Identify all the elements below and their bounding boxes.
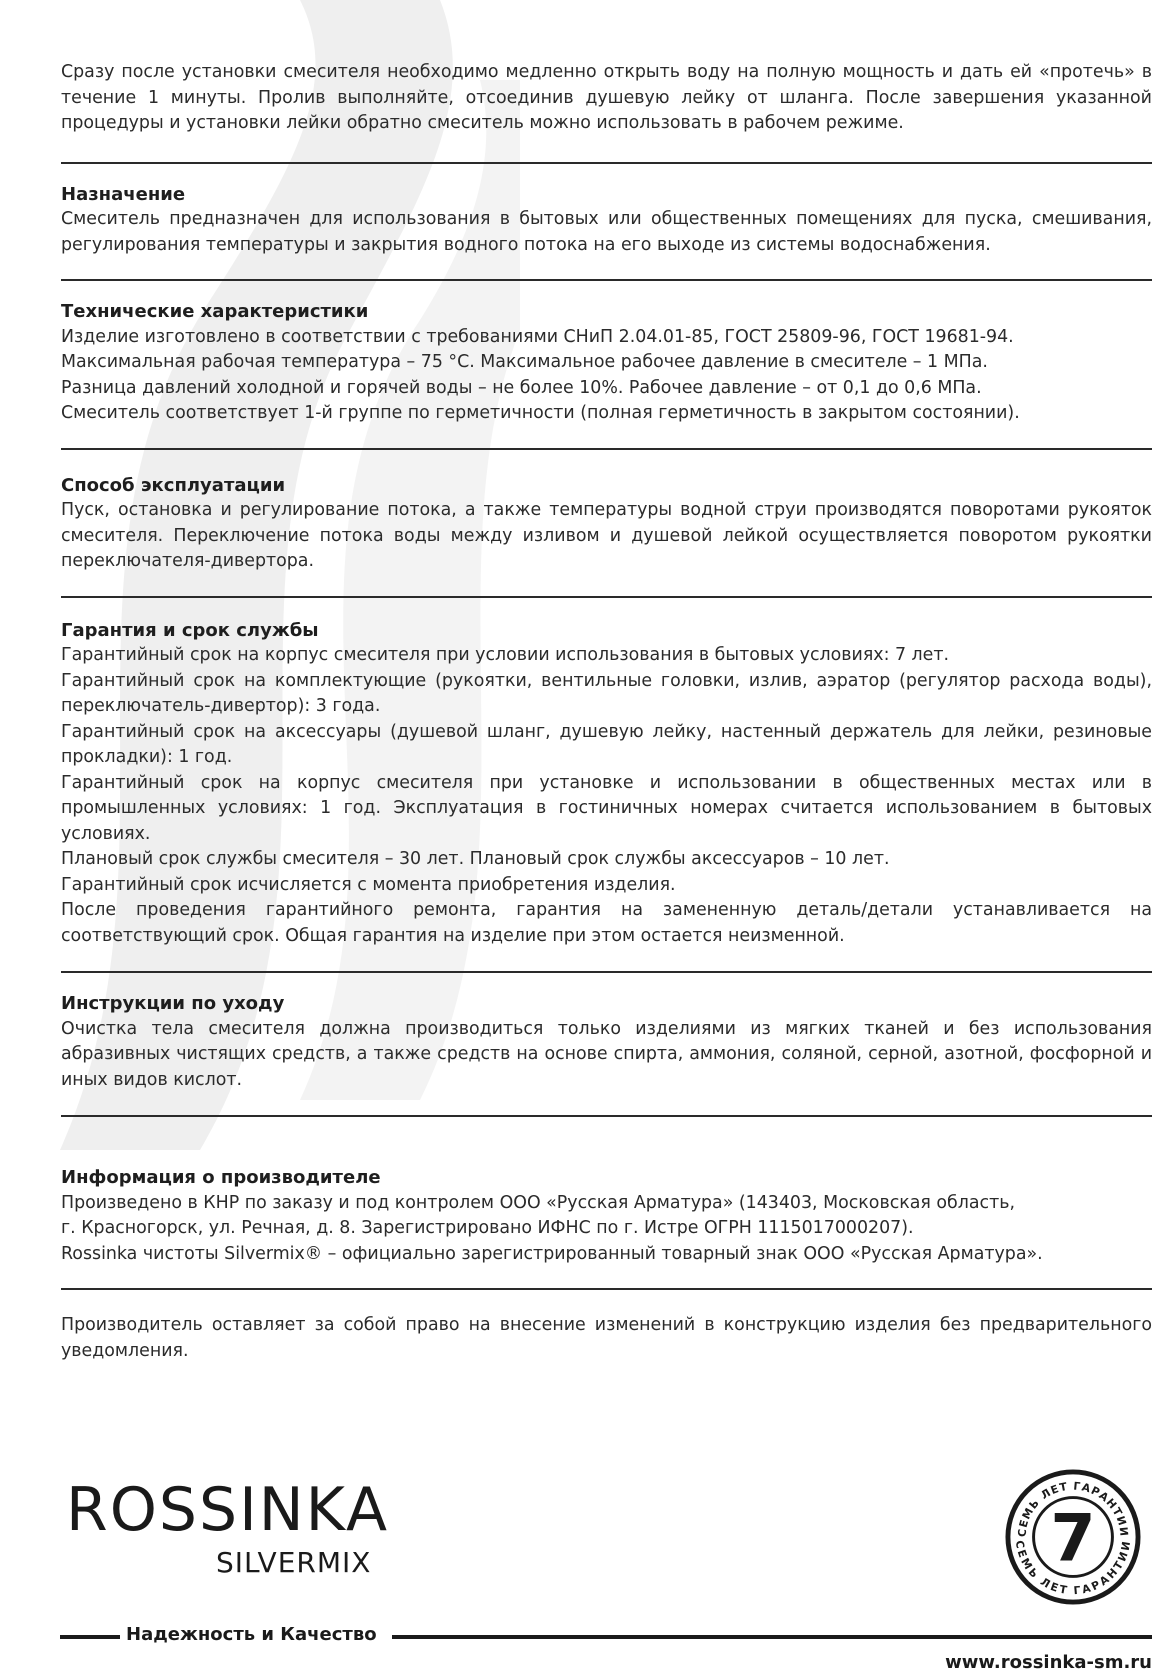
specs-section — [61, 299, 1152, 427]
specs-heading: Технические характеристики — [61, 301, 369, 322]
warranty-line: После проведения гарантийного ремонта, гарантия на замененную деталь/детали устанавливается на соответствующий срок. Общая гарантия на изделие при этом остается неизменной. — [61, 900, 1152, 946]
badge-number: 7 — [1050, 1501, 1096, 1577]
operation-section — [61, 473, 1152, 575]
operation-text: Пуск, остановка и регулирование потока, а также температуры водной струи производятся поворотами рукояток смесителя. Переключение потока воды между изливом и душевой лейкой осуществляется поворотом рукоятки переключателя-дивертора. — [61, 500, 1152, 571]
warranty-line: Гарантийный срок на аксессуары (душевой шланг, душевую лейку, настенный держатель для лейки, резиновые прокладки): 1 год. — [61, 721, 1152, 767]
warranty-badge-icon — [1004, 1468, 1142, 1606]
divider — [61, 1115, 1152, 1117]
divider — [61, 162, 1152, 164]
slogan-line-left — [60, 1635, 120, 1639]
warranty-line: Плановый срок службы смесителя – 30 лет. Плановый срок службы аксессуаров – 10 лет. — [61, 849, 890, 869]
brand-logo — [66, 1475, 390, 1579]
divider — [61, 1288, 1152, 1290]
care-text: Очистка тела смесителя должна производиться только изделиями из мягких тканей и без использования абразивных чистящих средств, а также средств на основе спирта, аммония, соляной, серной, азотной, фосфорной и иных видов кислот. — [61, 1018, 1152, 1090]
slogan-line-right — [392, 1635, 1152, 1639]
specs-line: Разница давлений холодной и горячей воды – не более 10%. Рабочее давление – от 0,1 до 0,6 МПа. — [61, 377, 982, 398]
divider — [61, 279, 1152, 281]
disclaimer-text: Производитель оставляет за собой право на внесение изменений в конструкцию изделия без предварительного уведомления. — [61, 1315, 1152, 1361]
divider — [61, 971, 1152, 973]
warranty-heading: Гарантия и срок службы — [61, 619, 319, 641]
care-heading: Инструкции по уходу — [61, 993, 285, 1014]
slogan-text: Надежность и Качество — [126, 1624, 377, 1645]
document-body — [61, 60, 1152, 1364]
warranty-section — [61, 618, 1152, 950]
specs-line: Максимальная рабочая температура – 75 °С. Максимальное рабочее давление в смесителе – 1 МПа. — [61, 352, 988, 372]
care-section — [61, 991, 1152, 1093]
divider — [61, 596, 1152, 598]
specs-line: Изделие изготовлено в соответствии с требованиями СНиП 2.04.01-85, ГОСТ 25809-96, ГОСТ 19681-94. — [61, 326, 1014, 347]
purpose-section — [61, 182, 1152, 259]
warranty-line: Гарантийный срок на корпус смесителя при условии использования в бытовых условиях: 7 лет. — [61, 645, 950, 665]
manufacturer-line: Rossinka чистоты Silvermix® – официально зарегистрированный товарный знак ООО «Русская Арматура». — [61, 1243, 1043, 1264]
manufacturer-section — [61, 1165, 1152, 1267]
manufacturer-line: г. Красногорск, ул. Речная, д. 8. Зарегистрировано ИФНС по г. Истре ОГРН 1115017000207). — [61, 1218, 914, 1238]
brand-subtitle: SILVERMIX — [216, 1546, 372, 1579]
manufacturer-line: Произведено в КНР по заказу и под контролем ООО «Русская Арматура» (143403, Московская область, — [61, 1192, 1016, 1213]
website-link[interactable]: www.rossinka-sm.ru — [945, 1652, 1152, 1673]
warranty-line: Гарантийный срок на комплектующие (рукоятки, вентильные головки, излив, аэратор (регулятор расхода воды), переключатель-дивертор): 3 года. — [61, 670, 1152, 716]
manufacturer-heading: Информация о производителе — [61, 1167, 381, 1188]
purpose-heading: Назначение — [61, 183, 186, 205]
divider — [61, 448, 1152, 450]
badge-text-bottom: СЕМЬ ЛЕТ ГАРАНТИИ — [1012, 1539, 1134, 1598]
intro-paragraph: Сразу после установки смесителя необходимо медленно открыть воду на полную мощность и дать ей «протечь» в течение 1 минуты. Пролив выполняйте, отсоединив душевую лейку от шланга. После завершения указанной процедуры и установки лейки обратно смеситель можно использовать в рабочем режиме. — [61, 62, 1152, 133]
slogan-row — [60, 1624, 1152, 1648]
badge-text-top: СЕМЬ ЛЕТ ГАРАНТИИ — [1015, 1479, 1131, 1538]
operation-heading: Способ эксплуатации — [61, 474, 286, 496]
specs-line: Смеситель соответствует 1-й группе по герметичности (полная герметичность в закрытом состоянии). — [61, 403, 1020, 423]
warranty-line: Гарантийный срок исчисляется с момента приобретения изделия. — [61, 874, 676, 895]
warranty-line: Гарантийный срок на корпус смесителя при установке и использовании в общественных местах или в промышленных условиях: 1 год. Эксплуатация в гостиничных номерах считается использованием в бытовых условиях. — [61, 772, 1152, 844]
purpose-text: Смеситель предназначен для использования в бытовых или общественных помещениях для пуска, смешивания, регулирования температуры и закрытия водного потока на его выходе из системы водоснабжения. — [61, 209, 1152, 255]
brand-name: ROSSINKA — [66, 1475, 390, 1545]
